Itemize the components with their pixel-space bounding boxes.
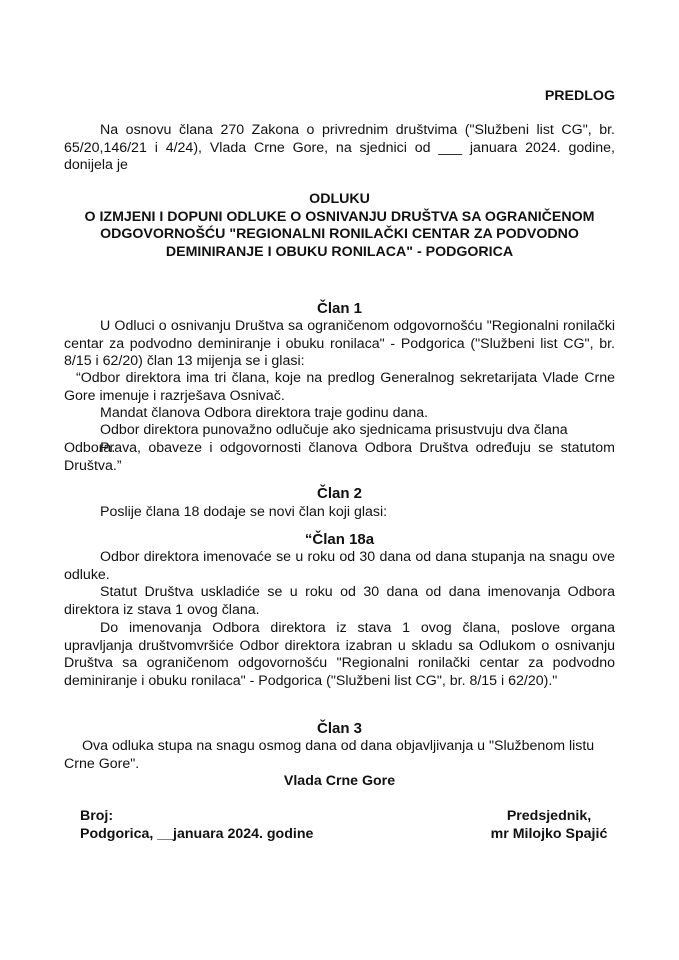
title-line-2: O IZMJENI I DOPUNI ODLUKE O OSNIVANJU DRUŠTVA SA OGRANIČENOM xyxy=(84,208,595,225)
article-3-paragraph-1: Ova odluka stupa na snagu osmog dana od dana objavljivanja u "Službenom listu Crne Gore". xyxy=(64,738,595,772)
article-18a-paragraph-1: Odbor direktora imenovaće se u roku od 30 dana od dana stupanja na snagu ove odluke. xyxy=(64,549,615,583)
article-1-paragraph-3: Mandat članova Odbora direktora traje godinu dana. xyxy=(100,405,429,421)
article-2-paragraph-1: Poslije člana 18 dodaje se novi član koji glasi: xyxy=(100,504,388,520)
document-label: PREDLOG xyxy=(544,88,615,104)
issuer: Vlada Crne Gore xyxy=(283,773,396,789)
signatory-name: mr Milojko Spajić xyxy=(490,825,608,842)
article-1-paragraph-2: “Odbor direktora ima tri člana, koje na predlog Generalnog sekretarijata Vlade Crne Gore imenuje i razrješava Osnivač. xyxy=(64,370,615,404)
preamble: Na osnovu člana 270 Zakona o privrednim društvima ("Službeni list CG", br. 65/20,146/21 i 4/24), Vlada Crne Gore, na sjednici od ___ januara 2024. godine, donijela je xyxy=(64,122,615,174)
title-line-4: DEMINIRANJE I OBUKU RONILACA" - PODGORICA xyxy=(165,243,514,260)
article-1-paragraph-5: Prava, obaveze i odgovornosti članova Odbora Društva određuju se statutom Društva.” xyxy=(64,440,615,474)
article-2-heading: Član 2 xyxy=(316,485,362,502)
footer-left xyxy=(80,808,360,843)
place-date: Podgorica, __januara 2024. godine xyxy=(80,825,314,842)
title-line-1: ODLUKU xyxy=(309,191,370,207)
title-line-3: ODGOVORNOŠĆU "REGIONALNI RONILAČKI CENTAR ZA PODVODNO xyxy=(100,226,579,242)
article-18a-paragraph-3: Do imenovanja Odbora direktora iz stava 1 ovog člana, poslove organa upravljanja društvomvršiće Odbor direktora izabran u skladu sa Odlukom o osnivanju Društva sa ograničenom odgovornošću "Regionalni ronilački centar za podvodno deminiranje i obuku ronilaca" - Podgorica ("Službeni list CG", br. 8/15 i 62/20)." xyxy=(64,620,615,689)
signatory-title: Predsjednik, xyxy=(506,808,592,824)
number-label: Broj: xyxy=(80,808,114,824)
footer-right xyxy=(474,808,624,843)
article-1-heading: Član 1 xyxy=(316,300,362,317)
article-1-paragraph-1: U Odluci o osnivanju Društva sa ograničenom odgovornošću "Regionalni ronilački centar za podvodno deminiranje i obuku ronilaca" - Podgorica ("Službeni list CG", br. 8/15 i 62/20) član 13 mijenja se i glasi: xyxy=(64,318,615,370)
document-title xyxy=(64,191,615,261)
article-3-heading: Član 3 xyxy=(316,720,362,737)
article-18a-heading: “Član 18a xyxy=(304,531,375,548)
article-18a-paragraph-2: Statut Društva uskladiće se u roku od 30 dana od dana imenovanja Odbora direktora iz stava 1 ovog člana. xyxy=(64,584,615,618)
article-1-paragraph-4: Odbor direktora punovažno odlučuje ako sjednicama prisustvuju dva člana Odbora. xyxy=(64,422,568,456)
